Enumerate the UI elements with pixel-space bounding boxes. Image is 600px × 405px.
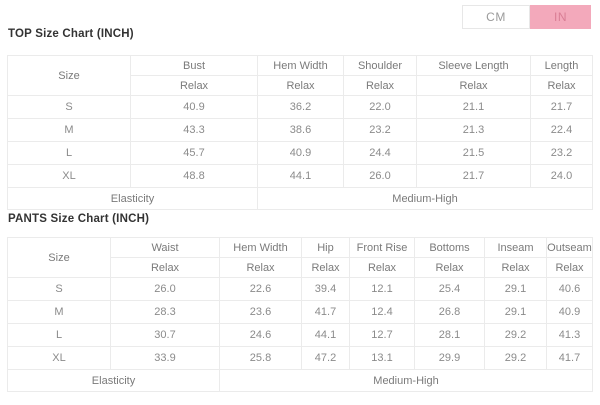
column-header-cell: Hip <box>302 238 350 258</box>
relax-subheader-cell: Relax <box>111 258 220 278</box>
relax-subheader-cell: Relax <box>417 76 531 96</box>
value-cell: 26.0 <box>111 278 220 301</box>
relax-subheader-cell: Relax <box>547 258 593 278</box>
pants-chart-table <box>7 237 593 392</box>
value-cell: 25.4 <box>415 278 485 301</box>
elasticity-value-cell: Medium-High <box>220 370 593 392</box>
unit-in-button[interactable]: IN <box>530 5 591 29</box>
value-cell: 22.4 <box>531 119 593 142</box>
size-header-cell: Size <box>8 238 111 278</box>
elasticity-label-cell: Elasticity <box>8 188 258 210</box>
elasticity-row <box>8 188 593 210</box>
relax-subheader-cell: Relax <box>220 258 302 278</box>
top-chart-table <box>7 55 593 210</box>
elasticity-value-cell: Medium-High <box>258 188 593 210</box>
value-cell: 23.6 <box>220 301 302 324</box>
size-header-cell: Size <box>8 56 131 96</box>
pants-chart-title: PANTS Size Chart (INCH) <box>8 213 150 225</box>
value-cell: 21.7 <box>531 96 593 119</box>
size-row-l <box>8 324 593 347</box>
column-header-cell: Shoulder <box>344 56 417 76</box>
column-header-cell: Hem Width <box>258 56 344 76</box>
value-cell: 21.1 <box>417 96 531 119</box>
value-cell: 36.2 <box>258 96 344 119</box>
value-cell: 29.2 <box>485 347 547 370</box>
value-cell: 44.1 <box>302 324 350 347</box>
column-header-cell: Bust <box>131 56 258 76</box>
relax-subheader-cell: Relax <box>485 258 547 278</box>
column-header-cell: Waist <box>111 238 220 258</box>
size-cell: S <box>8 278 111 301</box>
elasticity-row <box>8 370 593 392</box>
pants-size-chart <box>7 237 593 392</box>
value-cell: 23.2 <box>531 142 593 165</box>
column-header-cell: Inseam <box>485 238 547 258</box>
column-header-cell: Bottoms <box>415 238 485 258</box>
value-cell: 24.6 <box>220 324 302 347</box>
column-header-cell: Length <box>531 56 593 76</box>
value-cell: 28.3 <box>111 301 220 324</box>
relax-subheader-cell: Relax <box>344 76 417 96</box>
column-header-cell: Front Rise <box>350 238 415 258</box>
value-cell: 29.2 <box>485 324 547 347</box>
value-cell: 30.7 <box>111 324 220 347</box>
value-cell: 24.4 <box>344 142 417 165</box>
elasticity-label-cell: Elasticity <box>8 370 220 392</box>
value-cell: 40.6 <box>547 278 593 301</box>
size-cell: S <box>8 96 131 119</box>
value-cell: 21.5 <box>417 142 531 165</box>
value-cell: 44.1 <box>258 165 344 188</box>
relax-subheader-cell: Relax <box>258 76 344 96</box>
relax-subheader-cell: Relax <box>350 258 415 278</box>
value-cell: 41.7 <box>302 301 350 324</box>
relax-subheader-cell: Relax <box>415 258 485 278</box>
top-chart-title: TOP Size Chart (INCH) <box>8 28 134 40</box>
value-cell: 13.1 <box>350 347 415 370</box>
relax-subheader-cell: Relax <box>302 258 350 278</box>
header-row <box>8 56 593 76</box>
value-cell: 33.9 <box>111 347 220 370</box>
value-cell: 22.0 <box>344 96 417 119</box>
size-cell: XL <box>8 165 131 188</box>
value-cell: 47.2 <box>302 347 350 370</box>
value-cell: 23.2 <box>344 119 417 142</box>
size-cell: L <box>8 324 111 347</box>
value-cell: 26.0 <box>344 165 417 188</box>
column-header-cell: Outseam <box>547 238 593 258</box>
size-row-l <box>8 142 593 165</box>
value-cell: 43.3 <box>131 119 258 142</box>
value-cell: 29.1 <box>485 301 547 324</box>
value-cell: 24.0 <box>531 165 593 188</box>
size-row-xl <box>8 347 593 370</box>
value-cell: 40.9 <box>547 301 593 324</box>
value-cell: 39.4 <box>302 278 350 301</box>
value-cell: 45.7 <box>131 142 258 165</box>
value-cell: 12.4 <box>350 301 415 324</box>
value-cell: 21.7 <box>417 165 531 188</box>
value-cell: 22.6 <box>220 278 302 301</box>
size-cell: M <box>8 119 131 142</box>
value-cell: 12.1 <box>350 278 415 301</box>
size-cell: XL <box>8 347 111 370</box>
size-row-s <box>8 96 593 119</box>
unit-toggle <box>462 5 591 29</box>
value-cell: 29.1 <box>485 278 547 301</box>
value-cell: 25.8 <box>220 347 302 370</box>
value-cell: 28.1 <box>415 324 485 347</box>
value-cell: 12.7 <box>350 324 415 347</box>
unit-cm-button[interactable]: CM <box>462 5 530 29</box>
value-cell: 48.8 <box>131 165 258 188</box>
value-cell: 21.3 <box>417 119 531 142</box>
size-cell: L <box>8 142 131 165</box>
column-header-cell: Sleeve Length <box>417 56 531 76</box>
value-cell: 41.7 <box>547 347 593 370</box>
relax-subheader-cell: Relax <box>131 76 258 96</box>
value-cell: 40.9 <box>131 96 258 119</box>
top-size-chart <box>7 55 593 210</box>
value-cell: 26.8 <box>415 301 485 324</box>
header-row <box>8 238 593 258</box>
size-row-s <box>8 278 593 301</box>
column-header-cell: Hem Width <box>220 238 302 258</box>
value-cell: 40.9 <box>258 142 344 165</box>
size-cell: M <box>8 301 111 324</box>
size-row-xl <box>8 165 593 188</box>
value-cell: 29.9 <box>415 347 485 370</box>
size-row-m <box>8 301 593 324</box>
value-cell: 41.3 <box>547 324 593 347</box>
value-cell: 38.6 <box>258 119 344 142</box>
relax-subheader-cell: Relax <box>531 76 593 96</box>
size-row-m <box>8 119 593 142</box>
